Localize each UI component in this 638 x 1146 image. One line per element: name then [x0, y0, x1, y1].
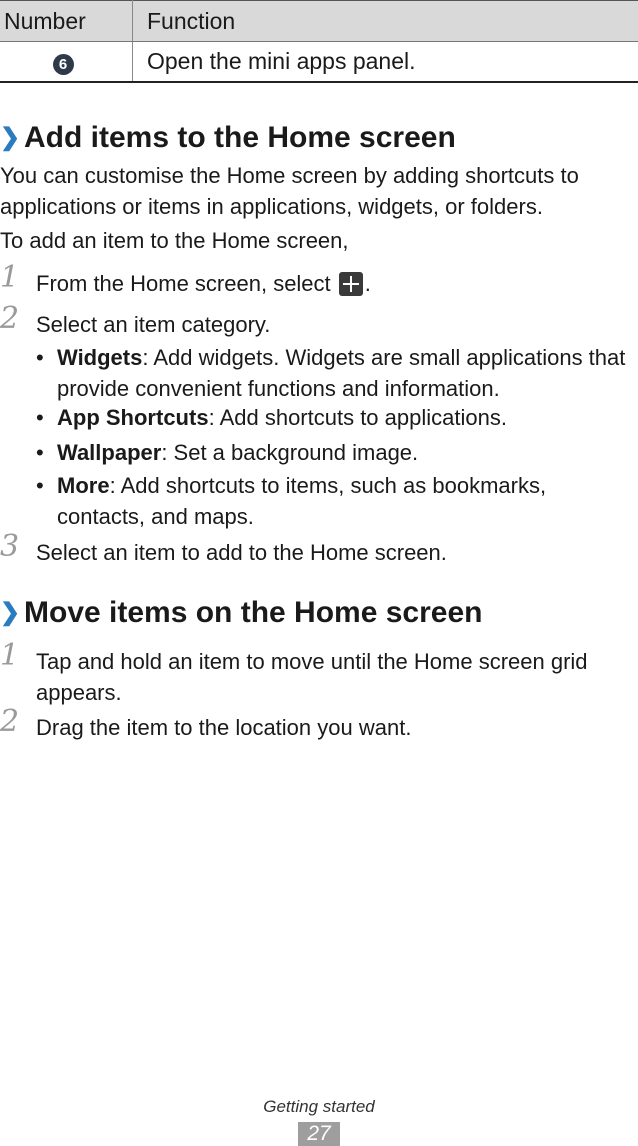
step-number: 3	[0, 529, 20, 564]
step-number: 1	[0, 260, 20, 295]
bullet-dot-icon: •	[36, 440, 44, 465]
bullet-term: Widgets	[57, 345, 143, 370]
bullet-dot-icon: •	[36, 405, 44, 430]
bullet-term: More	[57, 473, 110, 498]
bullet-desc: : Set a background image.	[161, 440, 419, 465]
row-number-cell	[0, 42, 133, 82]
bullet-desc: : Add shortcuts to applications.	[208, 405, 507, 430]
step-text: Select an item to add to the Home screen.	[36, 540, 447, 565]
chevron-right-icon: ❯	[0, 599, 21, 626]
bullet-text	[57, 437, 635, 468]
table-row	[0, 42, 638, 82]
function-table	[0, 0, 638, 83]
page-number: 27	[298, 1122, 340, 1146]
step-text-after: .	[364, 271, 371, 296]
chevron-right-icon: ❯	[0, 124, 21, 151]
bullet-dot-icon: •	[36, 345, 44, 370]
column-header-function: Function	[133, 1, 638, 42]
step-number: 2	[0, 301, 20, 336]
column-header-number: Number	[0, 1, 133, 42]
step-text-before: From the Home screen, select	[36, 271, 331, 296]
section-heading-move-items	[0, 596, 482, 630]
row-function-cell: Open the mini apps panel.	[147, 47, 416, 74]
bullet-desc: : Add shortcuts to items, such as bookmarks, contacts, and maps.	[57, 473, 547, 529]
step-text: Drag the item to the location you want.	[36, 715, 412, 740]
step-text: Tap and hold an item to move until the Home screen grid appears.	[36, 649, 588, 705]
bullet-text	[57, 470, 635, 532]
step-number: 2	[0, 704, 20, 739]
step-text: Select an item category.	[36, 312, 271, 337]
intro-paragraph: You can customise the Home screen by adding shortcuts to applications or items in applications, widgets, or folders.	[0, 163, 579, 219]
section-title: Add items to the Home screen	[24, 121, 456, 154]
bullet-text	[57, 402, 635, 433]
table-header-row	[0, 1, 638, 42]
section-title: Move items on the Home screen	[24, 596, 483, 629]
bullet-dot-icon: •	[36, 473, 44, 498]
bullet-term: Wallpaper	[57, 440, 162, 465]
plus-icon	[339, 272, 363, 296]
section-heading-add-items	[0, 121, 456, 155]
step-text	[36, 268, 632, 299]
bullet-term: App Shortcuts	[57, 405, 209, 430]
footer-section-label: Getting started	[263, 1097, 375, 1116]
bullet-desc: : Add widgets. Widgets are small applications that provide convenient functions and information.	[57, 345, 626, 401]
lead-paragraph: To add an item to the Home screen,	[0, 228, 349, 253]
bullet-text	[57, 342, 635, 404]
number-badge: 6	[53, 54, 74, 75]
step-number: 1	[0, 638, 20, 673]
